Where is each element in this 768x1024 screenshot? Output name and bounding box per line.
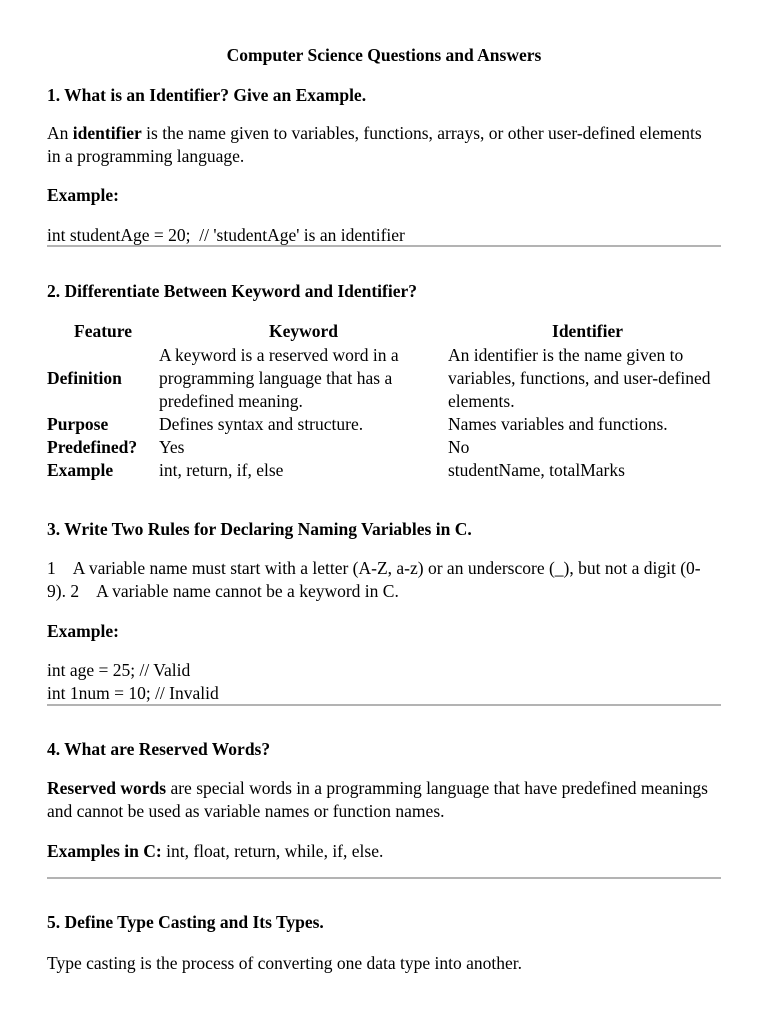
q5-heading: 5. Define Type Casting and Its Types. bbox=[47, 912, 324, 932]
cell-keyword-purpose: Defines syntax and structure. bbox=[159, 414, 364, 434]
cell-identifier-purpose: Names variables and functions. bbox=[448, 414, 668, 434]
q1-answer-text: is the name given to variables, functions, arrays, or other user-defined elements in a programming language. bbox=[47, 123, 702, 166]
cell-keyword-example: int, return, if, else bbox=[159, 460, 284, 480]
column-header-identifier: Identifier bbox=[552, 321, 623, 341]
q4-examples-label: Examples in C: bbox=[47, 841, 162, 861]
table-header-row bbox=[47, 320, 727, 344]
q3-heading: 3. Write Two Rules for Declaring Naming Variables in C. bbox=[47, 519, 472, 539]
cell-identifier-definition: An identifier is the name given to variables, functions, and user-defined elements. bbox=[448, 345, 711, 411]
q3-code-valid: int age = 25; // Valid bbox=[47, 660, 191, 680]
comparison-table bbox=[47, 320, 727, 482]
divider bbox=[47, 704, 721, 706]
q4-examples-text: int, float, return, while, if, else. bbox=[161, 841, 384, 861]
table-row bbox=[47, 459, 727, 482]
q1-answer-term: identifier bbox=[72, 123, 142, 143]
cell-identifier-predefined: No bbox=[448, 437, 470, 457]
cell-identifier-example: studentName, totalMarks bbox=[448, 460, 625, 480]
q4-answer-text: are special words in a programming language that have predefined meanings and cannot be used as variable names or function names. bbox=[47, 778, 708, 821]
q1-answer bbox=[47, 122, 717, 168]
q3-example-label: Example: bbox=[47, 621, 119, 641]
row-label-predefined: Predefined? bbox=[47, 437, 138, 457]
q4-heading: 4. What are Reserved Words? bbox=[47, 739, 271, 759]
q3-code-invalid: int 1num = 10; // Invalid bbox=[47, 683, 219, 703]
q3-rules: 1⃣ A variable name must start with a letter (A-Z, a-z) or an underscore (_), but not a digit (0-9). 2⃣ A variable name cannot be a keyword in C. bbox=[47, 558, 701, 601]
row-label-purpose: Purpose bbox=[47, 414, 109, 434]
table-row bbox=[47, 436, 727, 459]
table-row bbox=[47, 413, 727, 436]
row-label-example: Example bbox=[47, 460, 114, 480]
q4-answer bbox=[47, 777, 717, 823]
cell-keyword-definition: A keyword is a reserved word in a programming language that has a predefined meaning. bbox=[159, 345, 399, 411]
q2-heading: 2. Differentiate Between Keyword and Identifier? bbox=[47, 281, 418, 301]
divider bbox=[47, 245, 721, 247]
row-label-definition: Definition bbox=[47, 368, 122, 388]
q1-code-example: int studentAge = 20; // 'studentAge' is an identifier bbox=[47, 225, 405, 245]
q1-example-label: Example: bbox=[47, 185, 119, 205]
column-header-feature: Feature bbox=[74, 321, 132, 341]
q1-heading: 1. What is an Identifier? Give an Example. bbox=[47, 85, 367, 105]
divider bbox=[47, 877, 721, 879]
document-title: Computer Science Questions and Answers bbox=[226, 45, 542, 65]
q1-answer-prefix: An bbox=[47, 123, 73, 143]
table-row bbox=[47, 344, 727, 413]
cell-keyword-predefined: Yes bbox=[159, 437, 185, 457]
q4-answer-term: Reserved words bbox=[47, 778, 167, 798]
q5-answer: Type casting is the process of converting one data type into another. bbox=[47, 953, 523, 973]
column-header-keyword: Keyword bbox=[268, 321, 339, 341]
q4-examples bbox=[47, 840, 717, 863]
